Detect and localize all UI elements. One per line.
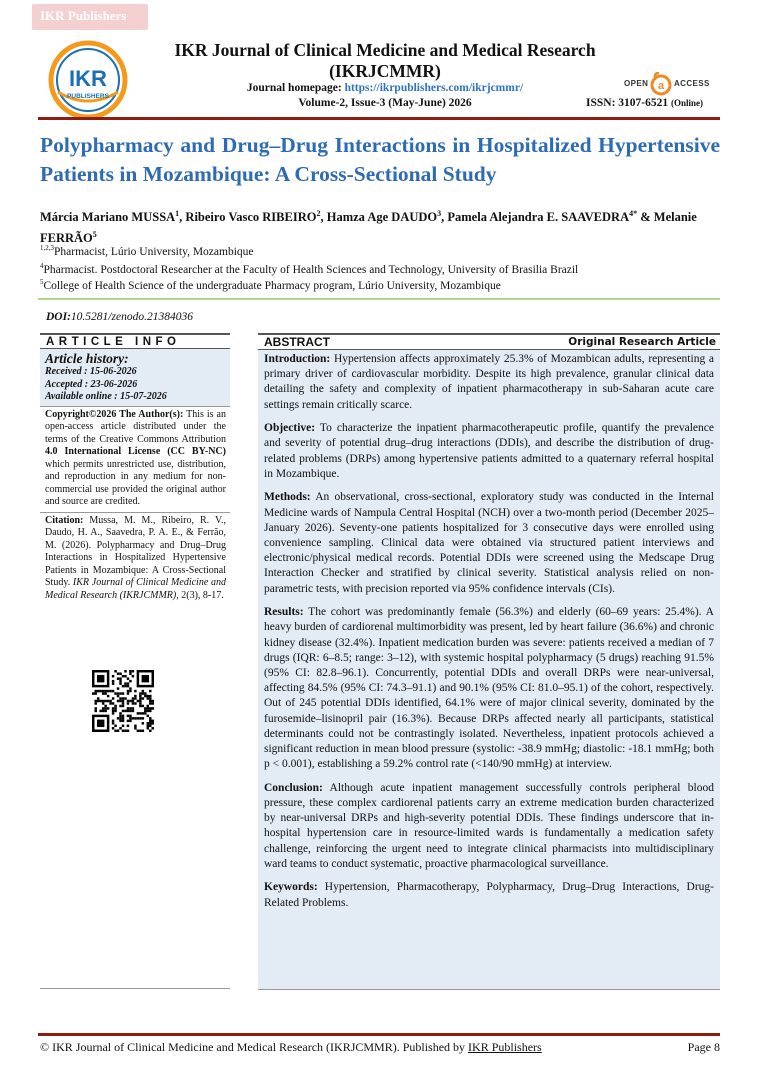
paper-title: Polypharmacy and Drug–Drug Interactions in Hospitalized Hypertensive Patients in Mozambique: A Cross-Sectional Study: [40, 133, 720, 186]
publisher-link[interactable]: IKR Publishers: [468, 1040, 542, 1054]
affiliation-3: $^5$College of Health Science of the undergraduate Pharmacy program, Lúrio University, Mozambique: [40, 278, 501, 292]
abstract-heading-bar: [258, 333, 720, 350]
abstract-objective: Objective: To characterize the inpatient pharmacotherapeutic profile, quantify the prevalence and severity of potential drug–drug interactions (DDIs), and describe the distribution of drug-related problems (DRPs) among hypertensive patients admitted to a quaternary referral hospital in Mozambique.: [264, 422, 714, 480]
issn: ISSN: 3107-6521 (Online): [586, 97, 703, 109]
article-history: Article history: Received : 15-06-2026 Accepted : 23-06-2026 Available online : 15-07-2026: [40, 349, 230, 407]
footer-rule: [38, 1033, 720, 1036]
author-list: Márcia Mariano MUSSA$^1$, Ribeiro Vasco RIBEIRO$^2$, Hamza Age DAUDO$^3$, Pamela Alejandra E. $SAAVEDRA^{4*}$ & Melanie FERRÃO$^5$: [40, 209, 697, 246]
author-name: Ribeiro Vasco RIBEIRO$^2$: [185, 209, 321, 225]
article-type: Original Research Article: [568, 336, 716, 348]
author-name: Hamza Age DAUDO$^3$: [326, 209, 442, 225]
open-access-badge: OPEN a ACCESS: [622, 72, 722, 96]
abstract-conclusion: Conclusion: Although acute inpatient management successfully controls peripheral blood pressure, these complex cardiorenal patients carry an extreme medication burden characterized by near-universal DRPs and high-severity potential DDIs. These findings underscore that in-hospital hypertension care in resource-limited wards is fundamentally a medication safety challenge, reinforcing the urgent need to integrate clinical pharmacists into multidisciplinary ward teams to conduct systematic, proactive pharmacological surveillance.: [264, 781, 714, 870]
journal-homepage: Journal homepage: https://ikrpublishers.com/ikrjcmmr/: [246, 82, 524, 94]
article-info-panel: [40, 333, 230, 989]
abstract-results: Results: The cohort was predominantly female (56.3%) and elderly (60–69 years: 25.4%). A heavy burden of cardiorenal multimorbidity was present, led by heart failure (36.6%) and chronic kidney disease (32.4%). Inpatient medication burden was severe: patients received a median of 7 drugs (IQR: 6–8.5; range: 3–12), with systemic hospital polypharmacy (5 drugs) reaching 91.5% (95% CI: 82.8–96.1). Concurrently, potential DDIs and overall DRPs were near-universal, affecting 84.5% (95% CI: 74.3–91.1) and 90.1% (95% CI: 81.0–95.1) of the cohort, respectively. Out of 245 potential DDIs identified, 64.1% were of major clinical severity, dominated by the furosemide–lisinopril pair (16.3%). Because DRPs affected nearly all participants, statistical determinants could not be contrastingly isolated. Nevertheless, inpatient protocols achieved a significant reduction in mean blood pressure (systolic: -38.9 mmHg; diastolic: -18.1 mmHg; both p < 0.001), establishing a 59.2% control rate (<140/90 mmHg) at interview.: [264, 606, 714, 771]
qr-code[interactable]: [92, 670, 154, 732]
abstract-introduction: Introduction: Hypertension affects approximately 25.3% of Mozambican adults, representing a primary driver of cardiovascular morbidity. Despite its high prevalence, granular clinical data detailing the safety and complexity of inpatient pharmacotherapy in sub-Saharan acute care settings remain critically scarce.: [264, 353, 714, 411]
affiliation-2: $^4$Pharmacist. Postdoctoral Researcher at the Faculty of Health Sciences and Technology, University of Brasilia Brazil: [40, 262, 579, 276]
author-name: Márcia Mariano MUSSA$^1$: [40, 209, 180, 225]
abstract-methods: Methods: An observational, cross-sectional, exploratory study was conducted in the Internal Medicine wards of Nampula Central Hospital (NCH) over a two-month period (December 2025–January 2026). Seventy-one patients hospitalized for 3 consecutive days were enrolled using convenience sampling. Clinical data were obtained via structured patient interviews and electronic/physical medical records. Potential DDIs were screened using the Medscape Drug Interaction Checker and stratified by clinical severity. Statistical analysis relied on non-parametric tests, with precision reported via 95% confidence intervals (CIs).: [264, 491, 714, 595]
journal-title: IKR Journal of Clinical Medicine and Medical Research (IKRJCMMR): [174, 40, 596, 81]
logo-subtext: PUBLISHERS: [67, 93, 109, 100]
journal-logo: [48, 40, 128, 120]
author-name: Pamela Alejandra E. $SAAVEDRA^{4*}$: [447, 209, 638, 225]
svg-text:a: a: [657, 80, 665, 92]
abstract-keywords: Keywords: Hypertension, Pharmacotherapy, Polypharmacy, Drug–Drug Interactions, Drug-Related Problems.: [264, 881, 714, 909]
article-info-heading: ARTICLE INFO: [40, 333, 230, 349]
homepage-link[interactable]: https://ikrpublishers.com/ikrjcmmr/: [344, 82, 524, 94]
accepted-date: Accepted : 23-06-2026: [45, 378, 138, 390]
copyright-notice: Copyright©2026 The Author(s): This is an open-access article distributed under the terms of the Creative Commons Attribution 4.0 International License (CC BY-NC) which permits unrestricted use, distribution, and reproduction in any medium for non-commercial use provided the original author and source are credited.: [40, 407, 230, 513]
doi[interactable]: DOI:10.5281/zenodo.21384036: [46, 311, 193, 323]
citation: Citation: Mussa, M. M., Ribeiro, R. V., Daudo, H. A., Saavedra, P. A. E., & Ferrão, M. (2026). Polypharmacy and Drug–Drug Interactions in Hospitalized Hypertensive Patients in Mozambique: A Cross-Sectional Study. IKR Journal of Clinical Medicine and Medical Research (IKRJCMMR), 2(3), 8-17.: [45, 514, 226, 601]
available-date: Available online : 15-07-2026: [45, 391, 167, 402]
abstract-heading: ABSTRACT: [264, 335, 330, 349]
header-rule: [38, 117, 720, 120]
affiliation-1: $^{1,2,3}$Pharmacist, Lúrio University, Mozambique: [40, 244, 254, 258]
open-access-icon: [650, 72, 672, 96]
abstract-body: [258, 350, 720, 990]
publisher-tab: IKR Publishers: [32, 4, 148, 30]
received-date: Received : 15-06-2026: [45, 366, 137, 377]
author-name: Melanie FERRÃO$^5$: [40, 210, 697, 246]
journal-volume: Volume-2, Issue-3 (May-June) 2026: [298, 97, 472, 109]
footer-copyright: © IKR Journal of Clinical Medicine and Medical Research (IKRJCMMR). Published by IKR Publishers: [40, 1040, 542, 1054]
section-divider: [38, 298, 720, 300]
page-number: Page 8: [687, 1040, 720, 1054]
logo-text: IKR: [69, 66, 107, 91]
